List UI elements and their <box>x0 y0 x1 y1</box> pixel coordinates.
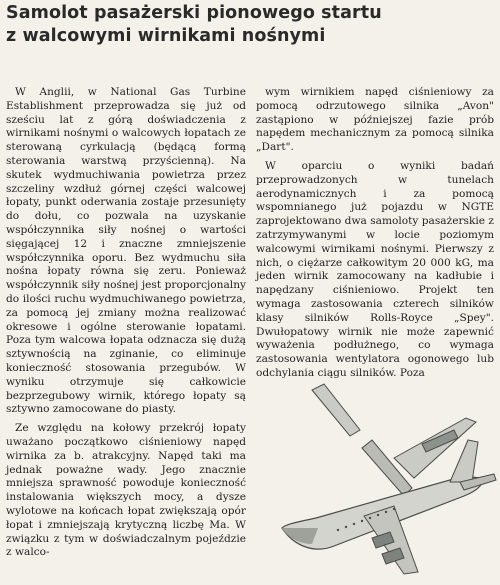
left-column <box>6 86 246 565</box>
aircraft-model-icon <box>254 378 499 583</box>
title-line-2: z walcowymi wirnikami nośnymi <box>6 26 326 46</box>
paragraph: wym wirnikiem napęd ciśnieniowy za pomocą odrzutowego silnika „Avon" zastąpiono w późniejszej fazie prób napędem mechanicznym za pomocą silnika „Dart". <box>256 86 494 154</box>
article-title <box>6 2 496 48</box>
title-line-1: Samolot pasażerski pionowego startu <box>6 3 382 23</box>
paragraph: W oparciu o wyniki badań przeprowadzonych w tunelach aerodynamicznych i za pomocą wspomnianego już pojazdu w NGTE zaprojektowano dwa samoloty pasażerskie z zatrzymywanymi w locie poziomym walcowymi wirnikami nośnymi. Pierwszy z nich, o ciężarze całkowitym 20 000 kG, ma jeden wirnik zamocowany na kadłubie i napędzany ciśnieniowo. Projekt ten wymaga zastosowania czterech silników klasy silników Rolls-Royce „Spey". Dwułopatowy wirnik nie może zapewnić wyważenia podłużnego, co wymaga zastosowania wentylatora ogonowego lub odchylania ciągu silników. Poza <box>256 159 494 379</box>
right-column <box>256 86 494 386</box>
paragraph: W Anglii, w National Gas Turbine Establishment przeprowadza się już od sześciu lat z górą doświadczenia z wirnikami nośnymi o walcowych łopatach ze sterowaną cyrkulacją (będącą formą sterowania warstwą przyścienną). Na skutek wydmuchiwania powietrza przez szczeliny wzdłuż górnej części walcowej łopaty, punkt oderwania zostaje przesunięty do dołu, co pozwala na uzyskanie współczynnika siły nośnej o wartości sięgającej 12 i znaczne zmniejszenie współczynnika oporu. Bez wydmuchu siła nośna łopaty równa się zeru. Ponieważ współczynnik siły nośnej jest proporcjonalny do ilości ruchu wydmuchiwanego powietrza, za pomocą jej zmiany można realizować okresowe i ogólne sterowanie łopatami. Poza tym walcowa łopata odznacza się dużą sztywnością na zginanie, co eliminuje konieczność stosowania przegubów. W wyniku otrzymuje się całkowicie bezprzegubowy wirnik, którego łopaty są sztywno zamocowane do piasty. <box>6 86 246 416</box>
paragraph: Ze względu na kołowy przekrój łopaty uważano początkowo ciśnieniowy napęd wirnika za b. atrakcyjny. Napęd taki ma jednak poważne wady. Jego znacznie mniejsza sprawność powoduje konieczność instalowania większych mocy, a dysze wylotowe na końcach łopat zwiększają opór łopat i zmniejszają krytyczną liczbę Ma. W związku z tym w doświadczalnym pojeździe z walco- <box>6 422 246 559</box>
